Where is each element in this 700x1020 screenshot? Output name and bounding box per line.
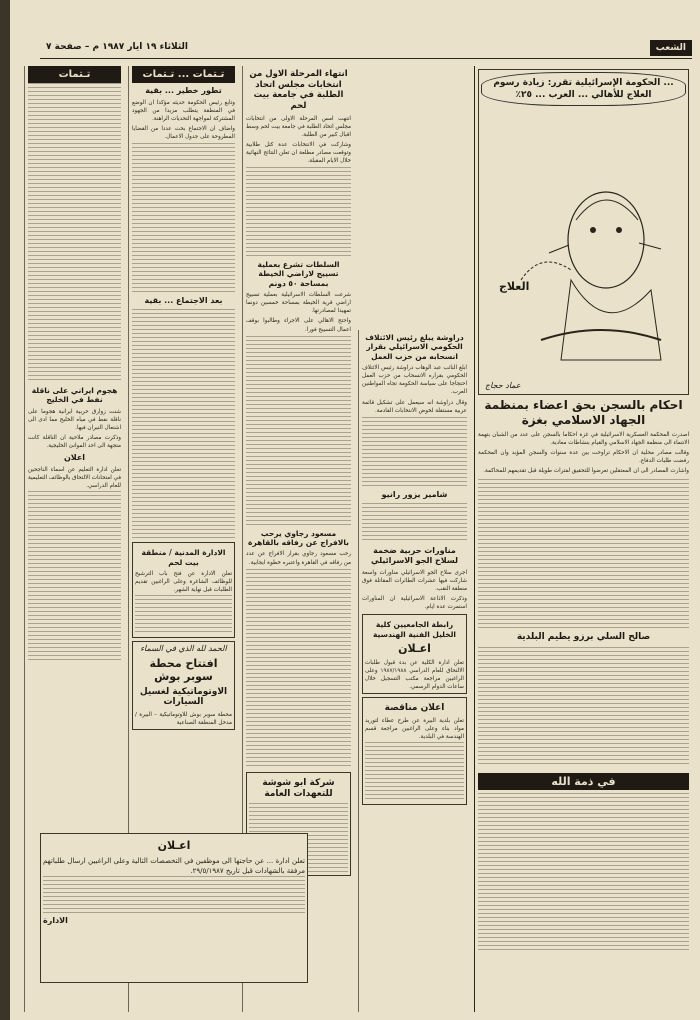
ad-car-wash-foot: محطة سوبر بوش للاوتوماتيكية – البيرة / مدخل المنطقة الصناعية bbox=[135, 711, 232, 726]
text-block bbox=[362, 503, 467, 543]
ad-bottom-body: تعلن ادارة ... عن حاجتها الى موظفين في التخصصات التالية وعلى الراغبين ارسال طلباتهم مرفقة بالشهادات قبل تاريخ ٢٩/٥/١٩٨٧. bbox=[43, 856, 305, 875]
paragraph: وشاركت في الانتخابات عدة كتل طلابية وتوقعت مصادر مطلعة ان تعلن النتائج النهائية خلال الايام المقبلة. bbox=[246, 141, 351, 164]
article-prisoners bbox=[478, 431, 689, 475]
article-darawshe bbox=[362, 364, 467, 415]
column-mid-right bbox=[358, 330, 470, 1012]
text-block bbox=[246, 569, 351, 769]
ad-bottom-title: اعـلان bbox=[157, 839, 191, 852]
paragraph: شرعت السلطات الاسرائيلية بعملية تسييج اراضي قرية الخيطة بمساحة خمسين دونما تمهيدا لمصادرتها. bbox=[246, 292, 351, 315]
paragraph: ابلغ النائب عبد الوهاب دراوشة رئيس الائتلاف الحكومي بقراره الانسحاب من حزب العمل احتجاجا على سياسة الحكومة تجاه المواطنين العرب. bbox=[362, 365, 467, 396]
paragraph: وتابع رئيس الحكومة حديثه مؤكدا ان الوضع في المنطقة يتطلب مزيدا من الجهود المشتركة لمواجهة التحديات الراهنة. bbox=[132, 100, 235, 123]
ad-college-body: تعلن ادارة الكلية عن بدء قبول طلبات الالتحاق للعام الدراسي ١٩٨٧/١٩٨٨ وعلى الراغبين مراجعة مكتب التسجيل خلال ساعات الدوام الرسمي. bbox=[365, 659, 464, 690]
cartoon-signature: عماد حجاج bbox=[485, 381, 521, 390]
headline-municipality: صالح السلي برزو يطيم البلدية bbox=[516, 632, 651, 643]
paragraph: واضاف ان الاجتماع بحث عددا من القضايا المطروحة على جدول الاعمال. bbox=[132, 126, 235, 141]
masthead-logo: الشعب bbox=[650, 40, 692, 56]
headline-maneuvers: مناورات حربية ضخمة لسلاح الجو الاسرائيلي bbox=[371, 545, 458, 565]
text-block bbox=[28, 491, 121, 661]
article-tanker bbox=[28, 408, 121, 450]
text-block bbox=[28, 83, 121, 383]
ad-tender bbox=[362, 697, 467, 805]
paragraph: وقالت مصادر محلية ان الاحكام تراوحت بين عدة سنوات والسجن المؤبد وان المحكمة رفضت طلبات الدفاع. bbox=[478, 450, 689, 465]
continuations-banner: تـتمات ... تـتمات bbox=[132, 66, 235, 83]
ad-abu-shousha-title: شركة ابو شوشة للتعهدات العامة bbox=[262, 777, 335, 799]
paragraph: واشارت المصادر الى ان المعتقلين تعرضوا للتحقيق لفترات طويلة قبل تقديمهم للمحاكمة. bbox=[483, 468, 689, 475]
cartoon bbox=[478, 69, 689, 395]
headline-fencing: السلطات تشرع بعملية تسييج لاراضي الخيطة بمساحة ٥٠ دونم bbox=[257, 260, 340, 288]
headline-shamir: شامير يزور رانيو bbox=[381, 489, 448, 499]
text-block bbox=[365, 742, 464, 802]
paragraph: انتهت امس المرحلة الاولى من انتخابات مجلس اتحاد الطلبة في جامعة بيت لحم وسط اقبال كبير من الطلبة. bbox=[245, 115, 351, 138]
paragraph: وقال دراوشة انه سيعمل على تشكيل قائمة عربية مستقلة لخوض الانتخابات القادمة. bbox=[362, 399, 467, 414]
ad-tender-title: اعلان مناقصة bbox=[384, 703, 445, 714]
text-block bbox=[478, 479, 689, 629]
cartoon-caption: ... الحكومة الإسرائيلية تقرر: زيادة رسوم العلاج للأهالي ... العرب ... ٢٥٪ bbox=[481, 72, 686, 106]
notice-admin bbox=[132, 542, 235, 637]
text-block bbox=[43, 876, 305, 916]
headline-tanker: هجوم ايراني على ناقلة نفط في الخليج bbox=[31, 386, 118, 405]
ad-college-title: اعـلان bbox=[398, 641, 431, 655]
headline-notice: اعلان bbox=[63, 453, 86, 463]
ad-car-wash bbox=[132, 641, 235, 730]
cartoon-drawn-text: العلاج bbox=[499, 280, 530, 293]
article-rajavi bbox=[246, 550, 351, 566]
text-block bbox=[246, 167, 351, 257]
ad-car-wash-sub: الاوتوماتيكية لغسيل السيارات bbox=[139, 686, 228, 707]
newspaper-page bbox=[10, 0, 700, 1020]
ad-tender-body: تعلن بلدية البيرة عن طرح عطاء لتوريد مواد بناء وعلى الراغبين مراجعة قسم الهندسة في البلدية. bbox=[365, 718, 464, 741]
text-block bbox=[478, 647, 689, 767]
text-block bbox=[246, 336, 351, 526]
date-line: الثلاثاء ١٩ ايار ١٩٨٧ م – صفحة ٧ bbox=[46, 42, 188, 52]
paragraph: وذكرت الاذاعة الاسرائيلية ان المناورات استمرت عدة ايام. bbox=[362, 595, 467, 611]
ad-bottom-left bbox=[40, 833, 308, 983]
text-block bbox=[132, 309, 235, 539]
notice-body: تعلن ادارة التعليم عن اسماء الناجحين في امتحانات الالتحاق بالوظائف التعليمية للعام الدراسي. bbox=[28, 467, 121, 490]
notice-admin-head: الادارة المدنية / منطقة بيت لحم bbox=[141, 548, 226, 567]
paragraph: اجرى سلاح الجو الاسرائيلي مناورات واسعة شاركت فيها عشرات الطائرات المقاتلة فوق منطقة النقب. bbox=[362, 569, 467, 592]
headline-elections: انتهاء المرحلة الاول من انتخابات مجلس اتحاد الطلبة في جامعة بيت لحم bbox=[249, 69, 348, 111]
continuations-banner-left: تـتمات bbox=[28, 66, 121, 83]
headline-prisoners: احكام بالسجن بحق اعضاء بمنظمة الجهاد الاسلامي بغزة bbox=[484, 398, 683, 427]
article-maneuvers bbox=[362, 569, 467, 611]
headline-darawshe: دراوشة يبلغ رئيس الائتلاف الحكومي الاسرائيلي بقرار انسحابه من حزب العمل bbox=[365, 333, 464, 361]
text-block bbox=[132, 143, 235, 293]
paragraph: شنت زوارق حربية ايرانية هجوما على ناقلة نفط في مياه الخليج مما ادى الى اشتعال النيران فيها. bbox=[28, 408, 121, 431]
notice-admin-body: تعلن الادارة عن فتح باب الترشيح للوظائف الشاغرة وعلى الراغبين تقديم الطلبات قبل نهاية الشهر. bbox=[135, 571, 232, 594]
text-block bbox=[362, 417, 467, 487]
paragraph: رحب مسعود رجاوي بقرار الافراج عن عدد من رفاقه في القاهرة واعتبره خطوة ايجابية. bbox=[246, 551, 351, 566]
headline-meeting: بعد الاجتماع ... بقية bbox=[144, 296, 223, 306]
ad-college-head: رابطة الجامعيين كلية الخليل الفنية الهندسية bbox=[372, 620, 456, 639]
headline-serious: تطور خطير ... بقية bbox=[145, 86, 222, 95]
ad-car-wash-head: الحمد لله الذي في السماء bbox=[140, 643, 227, 653]
obituary-list bbox=[478, 793, 689, 953]
article-continuation bbox=[132, 99, 235, 141]
ad-car-wash-title: افتتاح محطة سوبر بوش bbox=[149, 656, 218, 683]
column-right bbox=[474, 66, 692, 1012]
ad-bottom-sign: الادارة bbox=[43, 915, 68, 925]
page-header bbox=[40, 40, 692, 59]
paragraph: واحتج الاهالي على الاجراء وطالبوا بوقف اعمال التسييج فورا. bbox=[246, 318, 351, 333]
article-elections bbox=[246, 115, 351, 166]
headline-rajavi: مسعود رجاوي يرحب بالافراج عن رفاقه بالقاهرة bbox=[248, 528, 349, 548]
ad-college bbox=[362, 614, 467, 694]
article-fencing bbox=[246, 291, 351, 333]
cartoon-drawing bbox=[481, 130, 691, 380]
obituary-banner: في ذمة الله bbox=[478, 773, 689, 790]
paragraph: وذكرت مصادر ملاحية ان الناقلة كانت متجهة الى احد الموانئ الخليجية. bbox=[28, 435, 121, 450]
text-block bbox=[135, 595, 232, 635]
paragraph: اصدرت المحكمة العسكرية الاسرائيلية في غزة احكاما بالسجن على عدد من الشبان بتهمة الانتماء الى منظمة الجهاد الاسلامي والقيام بنشاطات معادية. bbox=[478, 432, 689, 447]
